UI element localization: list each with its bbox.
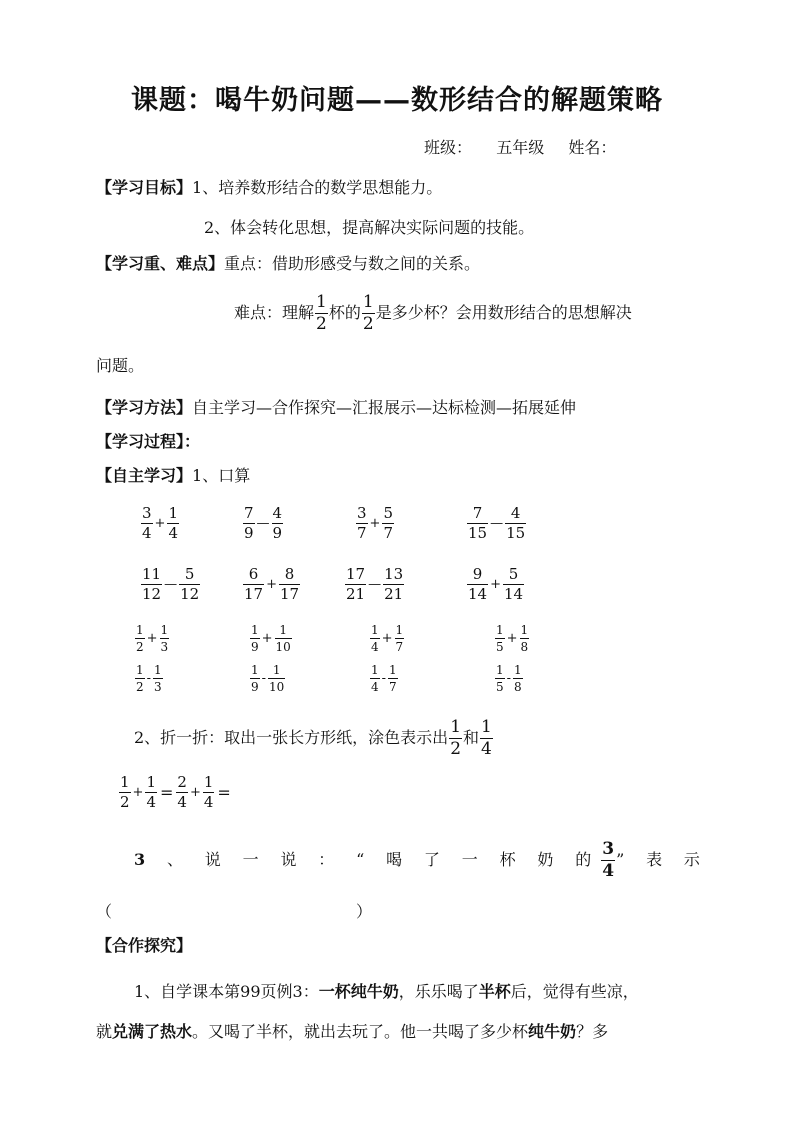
fold-text-a: 2、折一折：取出一张长方形纸，涂色表示出 <box>134 728 449 747</box>
calc-r4-c4: $\frac{1}{5}$ - $\frac{1}{8}$ <box>496 663 522 694</box>
say-answer-blank[interactable]: （ ） <box>96 902 373 921</box>
calc-r3-c3: $\frac{1}{4}$ + $\frac{1}{7}$ <box>371 623 404 654</box>
self-study-line <box>96 466 250 486</box>
calc-r4-c3: $\frac{1}{4}$ - $\frac{1}{7}$ <box>371 663 397 694</box>
calc-r4-c1: $\frac{1}{2}$ - $\frac{1}{3}$ <box>136 663 162 694</box>
keypoints-difficulty <box>234 291 632 335</box>
process-label: 【学习过程】： <box>96 432 201 451</box>
fold-text-b: 和 <box>463 728 480 747</box>
coop-label: 【合作探究】 <box>96 936 193 955</box>
difficulty-continued: 问题。 <box>96 356 145 375</box>
goals-label: 【学习目标】 <box>96 178 193 197</box>
keypoints-label: 【学习重、难点】 <box>96 254 225 273</box>
difficulty-text-a: 难点：理解 <box>234 303 315 322</box>
fraction-half-1: $\frac{1}{2}$ <box>316 292 327 334</box>
fold-line <box>134 716 494 760</box>
calc-r1-c4: $\frac{7}{15}$ — $\frac{4}{15}$ <box>468 504 526 542</box>
calc-r1-c3: $\frac{3}{7}$ + $\frac{5}{7}$ <box>357 504 393 542</box>
calc-r1-c2: $\frac{7}{9}$ — $\frac{4}{9}$ <box>244 504 283 542</box>
fold-fraction-1: $\frac{1}{2}$ <box>450 717 462 759</box>
calc-r3-c4: $\frac{1}{5}$ + $\frac{1}{8}$ <box>496 623 529 654</box>
calc-r2-c1: $\frac{11}{12}$ — $\frac{5}{12}$ <box>142 565 200 603</box>
example-line-1: 1、自学课本第99页例3：一杯纯牛奶，乐乐喝了半杯后，觉得有些凉， <box>134 982 639 1001</box>
say-line: 3 、 说 一 说 ： “ 喝 了 一 杯 奶 的 3 4 ” 表 示 <box>134 838 700 881</box>
goals-item-2: 2、体会转化思想，提高解决实际问题的技能。 <box>204 218 535 237</box>
difficulty-text-b: 杯的 <box>328 303 361 322</box>
method-text: 自主学习—合作探究—汇报展示—达标检测—拓展延伸 <box>192 398 577 417</box>
calc-r1-c1: $\frac{3}{4}$ + $\frac{1}{4}$ <box>142 504 178 542</box>
calc-r3-c2: $\frac{1}{9}$ + $\frac{1}{10}$ <box>251 623 291 654</box>
fraction-half-2: $\frac{1}{2}$ <box>362 292 374 334</box>
page-title: 课题：喝牛奶问题——数形结合的解题策略 <box>131 85 663 116</box>
self-study-item-1: 1、口算 <box>192 466 251 485</box>
class-value: 五年级 <box>496 138 545 157</box>
fold-fraction-2: $\frac{1}{4}$ <box>481 717 492 759</box>
self-study-label: 【自主学习】 <box>96 466 193 485</box>
calc-r3-c1: $\frac{1}{2}$ + $\frac{1}{3}$ <box>136 623 169 654</box>
fold-equation: $\frac{1}{2}$ + $\frac{1}{4}$ = $\frac{2}{4}$ + $\frac{1}{4}$ = <box>120 773 231 811</box>
class-label: 班级： <box>424 138 473 157</box>
example-line-2: 就兑满了热水。又喝了半杯，就出去玩了。他一共喝了多少杯纯牛奶？多 <box>96 1022 609 1041</box>
method-line <box>96 398 576 418</box>
say-fraction: 3 4 <box>602 838 615 881</box>
class-info <box>424 138 616 158</box>
name-label: 姓名： <box>568 138 617 157</box>
calc-r4-c2: $\frac{1}{9}$ - $\frac{1}{10}$ <box>251 663 285 694</box>
keypoints-key: 重点：借助形感受与数之间的关系。 <box>224 254 481 273</box>
goals-line-1 <box>96 178 442 198</box>
calc-r2-c3: $\frac{17}{21}$ — $\frac{13}{21}$ <box>346 565 404 603</box>
difficulty-text-c: 是多少杯？会用数形结合的思想解决 <box>375 303 632 322</box>
goals-item-1: 1、培养数形结合的数学思想能力。 <box>192 178 443 197</box>
calc-r2-c2: $\frac{6}{17}$ + $\frac{8}{17}$ <box>244 565 300 603</box>
method-label: 【学习方法】 <box>96 398 193 417</box>
calc-r2-c4: $\frac{9}{14}$ + $\frac{5}{14}$ <box>468 565 524 603</box>
keypoints-line <box>96 254 480 274</box>
